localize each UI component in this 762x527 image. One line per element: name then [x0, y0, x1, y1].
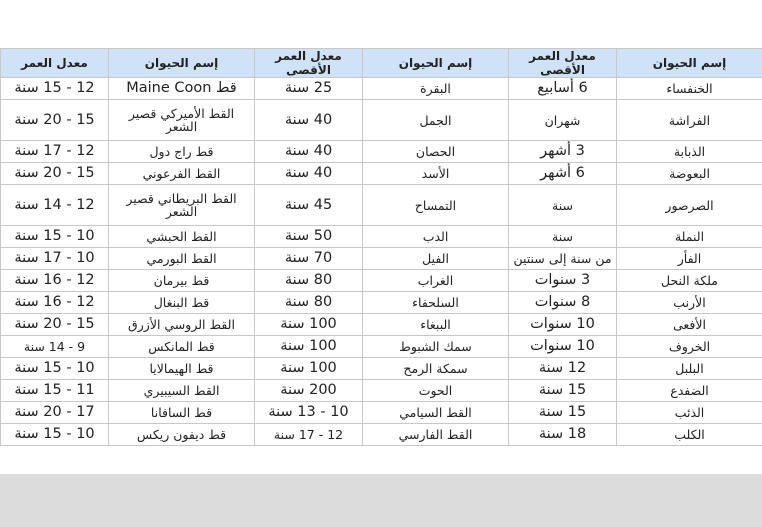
cell-animal: قط ديفون ريكس — [109, 424, 255, 446]
cell-animal: الكلب — [617, 424, 762, 446]
cell-animal: الصرصور — [617, 185, 762, 226]
cell-max-age: 80 سنة — [255, 292, 363, 314]
cell-animal: القط الروسي الأزرق — [109, 314, 255, 336]
table-row — [1, 424, 762, 446]
cell-age-range: 12 - 14 سنة — [1, 185, 109, 226]
cell-animal: الخروف — [617, 336, 762, 358]
cell-animal: القط الحبشي — [109, 226, 255, 248]
cell-max-age: 40 سنة — [255, 141, 363, 163]
cell-max-age: 200 سنة — [255, 380, 363, 402]
cell-animal: النملة — [617, 226, 762, 248]
cell-age-range: 12 - 16 سنة — [1, 270, 109, 292]
table-row — [1, 358, 762, 380]
table-row — [1, 248, 762, 270]
cell-animal: الجمل — [363, 100, 509, 141]
cell-animal: قط الهيمالايا — [109, 358, 255, 380]
cell-animal: القط السيبيري — [109, 380, 255, 402]
cell-animal: الذبابة — [617, 141, 762, 163]
cell-animal: قط السافانا — [109, 402, 255, 424]
header-animal-name-2: إسم الحيوان — [363, 49, 509, 78]
table-row — [1, 402, 762, 424]
cell-max-age: 100 سنة — [255, 336, 363, 358]
cell-animal: الأسد — [363, 163, 509, 185]
cell-max-age: شهران — [509, 100, 617, 141]
cell-max-age: 100 سنة — [255, 314, 363, 336]
cell-animal: الأفعى — [617, 314, 762, 336]
cell-animal: قط Maine Coon — [109, 78, 255, 100]
cell-max-age: 3 أشهر — [509, 141, 617, 163]
cell-animal: ملكة النحل — [617, 270, 762, 292]
cell-max-age: 10 - 13 سنة — [255, 402, 363, 424]
cell-age-range: 10 - 15 سنة — [1, 424, 109, 446]
cell-animal: قط البنغال — [109, 292, 255, 314]
cell-animal: القط السيامي — [363, 402, 509, 424]
cell-max-age: 70 سنة — [255, 248, 363, 270]
cell-age-range: 15 - 20 سنة — [1, 163, 109, 185]
table-row — [1, 336, 762, 358]
cell-age-range: 12 - 15 سنة — [1, 78, 109, 100]
cell-animal: سمك الشبوط — [363, 336, 509, 358]
header-row — [1, 49, 762, 78]
cell-animal: البقرة — [363, 78, 509, 100]
cell-max-age: 12 - 17 سنة — [255, 424, 363, 446]
cell-animal: القط الأميركي قصير الشعر — [109, 100, 255, 141]
cell-animal: الذئب — [617, 402, 762, 424]
cell-age-range: 12 - 16 سنة — [1, 292, 109, 314]
cell-animal: البعوضة — [617, 163, 762, 185]
table-row — [1, 100, 762, 141]
animal-lifespan-table — [0, 48, 762, 446]
cell-animal: الدب — [363, 226, 509, 248]
table-row — [1, 380, 762, 402]
cell-animal: الأرنب — [617, 292, 762, 314]
cell-age-range: 9 - 14 سنة — [1, 336, 109, 358]
cell-max-age: 40 سنة — [255, 163, 363, 185]
cell-max-age: 45 سنة — [255, 185, 363, 226]
cell-max-age: سنة — [509, 185, 617, 226]
cell-age-range: 17 - 20 سنة — [1, 402, 109, 424]
cell-animal: القط البورمي — [109, 248, 255, 270]
cell-max-age: 18 سنة — [509, 424, 617, 446]
header-age-range: معدل العمر — [1, 49, 109, 78]
cell-animal: البلبل — [617, 358, 762, 380]
table-row — [1, 185, 762, 226]
cell-animal: الحصان — [363, 141, 509, 163]
cell-age-range: 12 - 17 سنة — [1, 141, 109, 163]
cell-animal: السلحفاء — [363, 292, 509, 314]
cell-max-age: 50 سنة — [255, 226, 363, 248]
cell-max-age: 3 سنوات — [509, 270, 617, 292]
cell-max-age: 12 سنة — [509, 358, 617, 380]
table-row — [1, 270, 762, 292]
cell-age-range: 10 - 15 سنة — [1, 226, 109, 248]
cell-max-age: 8 سنوات — [509, 292, 617, 314]
cell-max-age: 100 سنة — [255, 358, 363, 380]
cell-animal: الفراشة — [617, 100, 762, 141]
cell-age-range: 15 - 20 سنة — [1, 100, 109, 141]
cell-animal: قط بيرمان — [109, 270, 255, 292]
cell-age-range: 11 - 15 سنة — [1, 380, 109, 402]
cell-max-age: من سنة إلى سنتين — [509, 248, 617, 270]
cell-max-age: 40 سنة — [255, 100, 363, 141]
cell-max-age: 80 سنة — [255, 270, 363, 292]
cell-animal: القط الفرعوني — [109, 163, 255, 185]
cell-animal: التمساح — [363, 185, 509, 226]
table-row — [1, 141, 762, 163]
cell-animal: الحوت — [363, 380, 509, 402]
cell-max-age: سنة — [509, 226, 617, 248]
cell-animal: قط راج دول — [109, 141, 255, 163]
top-margin — [0, 0, 762, 48]
cell-max-age: 6 أشهر — [509, 163, 617, 185]
table-row — [1, 163, 762, 185]
cell-animal: سمكة الرمح — [363, 358, 509, 380]
header-max-age-2: معدل العمر الأقصى — [255, 49, 363, 78]
cell-max-age: 10 سنوات — [509, 314, 617, 336]
header-animal-name-1: إسم الحيوان — [617, 49, 762, 78]
header-animal-name-3: إسم الحيوان — [109, 49, 255, 78]
cell-animal: الغراب — [363, 270, 509, 292]
cell-age-range: 10 - 17 سنة — [1, 248, 109, 270]
table-row — [1, 78, 762, 100]
cell-animal: الفيل — [363, 248, 509, 270]
table-row — [1, 292, 762, 314]
cell-animal: القط البريطاني قصير الشعر — [109, 185, 255, 226]
cell-animal: قط المانكس — [109, 336, 255, 358]
cell-animal: الخنفساء — [617, 78, 762, 100]
cell-animal: القط الفارسي — [363, 424, 509, 446]
cell-age-range: 10 - 15 سنة — [1, 358, 109, 380]
cell-max-age: 10 سنوات — [509, 336, 617, 358]
cell-max-age: 15 سنة — [509, 380, 617, 402]
cell-animal: الفأر — [617, 248, 762, 270]
cell-max-age: 15 سنة — [509, 402, 617, 424]
cell-max-age: 6 أسابيع — [509, 78, 617, 100]
cell-animal: الضفدع — [617, 380, 762, 402]
cell-age-range: 15 - 20 سنة — [1, 314, 109, 336]
cell-animal: الببغاء — [363, 314, 509, 336]
header-max-age-1: معدل العمر الأقصى — [509, 49, 617, 78]
cell-max-age: 25 سنة — [255, 78, 363, 100]
bottom-margin — [0, 474, 762, 527]
table-row — [1, 226, 762, 248]
table-row — [1, 314, 762, 336]
